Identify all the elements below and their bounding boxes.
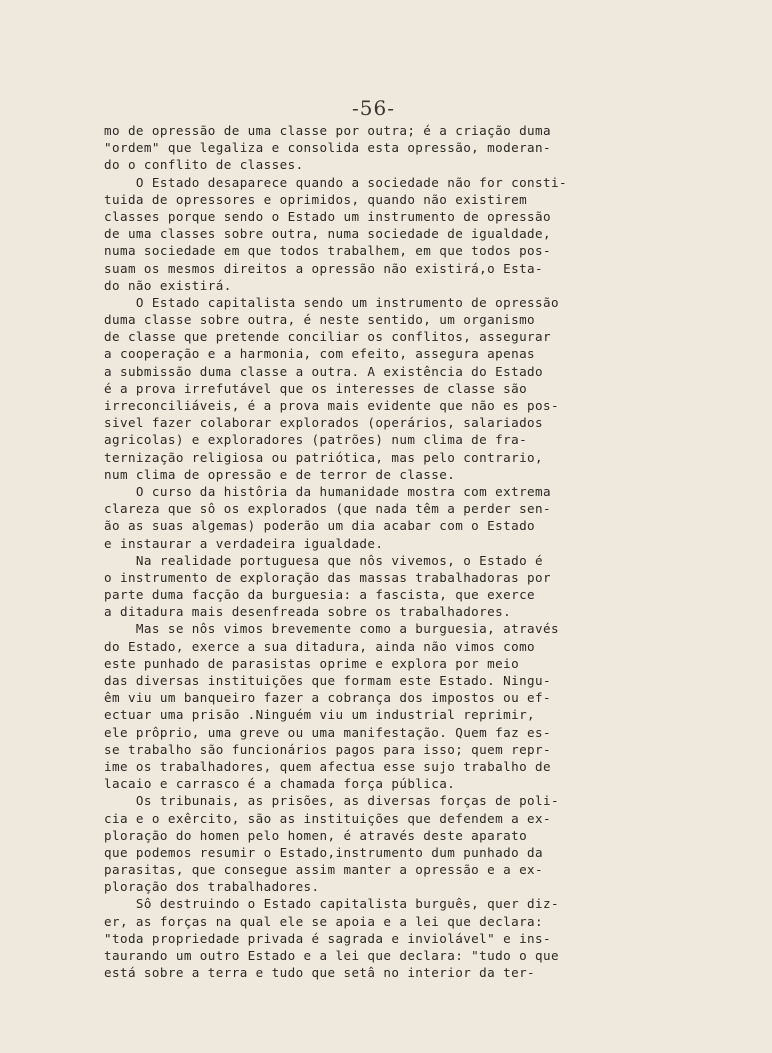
text-line: "toda propriedade privada é sagrada e inviolável" e ins- (104, 930, 551, 946)
text-line: ectuar uma prisão .Ninguém viu um industrial reprimir, (104, 707, 536, 723)
text-line: ternização religiosa ou patriótica, mas pelo contrario, (104, 449, 544, 465)
text-line: do o conflito de classes. (104, 157, 304, 173)
page-number: -56- (352, 96, 395, 120)
text-line: O Estado capitalista sendo um instrumento de opressão (104, 294, 559, 310)
text-line: e instaurar a verdadeira igualdade. (104, 535, 384, 551)
text-line: se trabalho são funcionários pagos para isso; quem repr- (104, 741, 551, 757)
text-line: numa sociedade em que todos trabalhem, em que todos pos- (104, 243, 551, 259)
text-line: está sobre a terra e tudo que setâ no interior da ter- (104, 965, 536, 981)
text-line: Na realidade portuguesa que nôs vivemos, o Estado é (104, 552, 544, 568)
text-line: ime os trabalhadores, quem afectua esse sujo trabalho de (104, 758, 551, 774)
text-line: parte duma facção da burguesia: a fascista, que exerce (104, 587, 536, 603)
text-line: er, as forças na qual ele se apoia e a lei que declara: (104, 913, 544, 929)
text-line: é a prova irrefutável que os interesses de classe são (104, 380, 528, 396)
text-line: suam os mesmos direitos a opressão não existirá,o Esta- (104, 260, 544, 276)
text-line: Sô destruindo o Estado capitalista burguês, quer diz- (104, 896, 559, 912)
text-line: a cooperação e a harmonia, com efeito, assegura apenas (104, 346, 536, 362)
text-line: lacaio e carrasco é a chamada força pública. (104, 776, 456, 792)
text-line: irreconciliáveis, é a prova mais evidente que não es pos- (104, 398, 559, 413)
text-line: clareza que sô os explorados (que nada têm a perder sen- (104, 501, 551, 517)
text-line: ploração do homen pelo homen, é através deste aparato (104, 827, 528, 843)
text-line: parasitas, que consegue assim manter a opressão e a ex- (104, 862, 544, 878)
text-line: das diversas instituições que formam este Estado. Ningu- (104, 673, 551, 688)
text-line: duma classe sobre outra, é neste sentido, um organismo (104, 312, 536, 328)
text-line: classes porque sendo o Estado um instrumento de opressão (104, 208, 551, 224)
text-line: sivel fazer colaborar explorados (operários, salariados (104, 415, 544, 431)
text-line: a ditadura mais desenfreada sobre os trabalhadores. (104, 604, 512, 620)
text-line: Mas se nôs vimos brevemente como a burguesia, através (104, 621, 559, 637)
text-line: ploração dos trabalhadores. (104, 879, 320, 895)
text-line: agricolas) e exploradores (patrões) num clima de fra- (104, 432, 528, 448)
text-line: O Estado desaparece quando a sociedade não for consti- (104, 174, 567, 190)
text-line: êm viu um banqueiro fazer a cobrança dos impostos ou ef- (104, 690, 551, 706)
text-line: de uma classes sobre outra, numa sociedade de igualdade, (104, 226, 551, 242)
text-line: o instrumento de exploração das massas trabalhadoras por (104, 569, 551, 585)
text-line: do não existirá. (104, 277, 232, 293)
text-line: num clima de opressão e de terror de classe. (104, 466, 456, 482)
text-line: ão as suas algemas) poderão um dia acabar com o Estado (104, 518, 536, 534)
text-line: Os tribunais, as prisões, as diversas forças de poli- (104, 793, 559, 809)
text-line: cia e o exêrcito, são as instituições que defendem a ex- (104, 810, 551, 826)
text-line: O curso da histôria da humanidade mostra com extrema (104, 483, 551, 499)
text-line: de classe que pretende conciliar os conflitos, assegurar (104, 329, 551, 345)
text-line: tuida de opressores e oprimidos, quando não existirem (104, 191, 528, 207)
text-line: "ordem" que legaliza e consolida esta opressão, moderan- (104, 140, 551, 156)
text-line: este punhado de parasistas oprime e explora por meio (104, 655, 520, 671)
text-line: que podemos resumir o Estado,instrumento dum punhado da (104, 844, 544, 860)
text-line: a submissão duma classe a outra. A existência do Estado (104, 363, 544, 379)
text-line: do Estado, exerce a sua ditadura, ainda não vimos como (104, 638, 536, 654)
body-text (104, 122, 674, 981)
text-line: mo de opressão de uma classe por outra; é a criação duma (104, 123, 551, 138)
text-line: ele prôprio, uma greve ou uma manifestação. Quem faz es- (104, 724, 551, 740)
text-line: taurando um outro Estado e a lei que declara: "tudo o que (104, 948, 559, 963)
